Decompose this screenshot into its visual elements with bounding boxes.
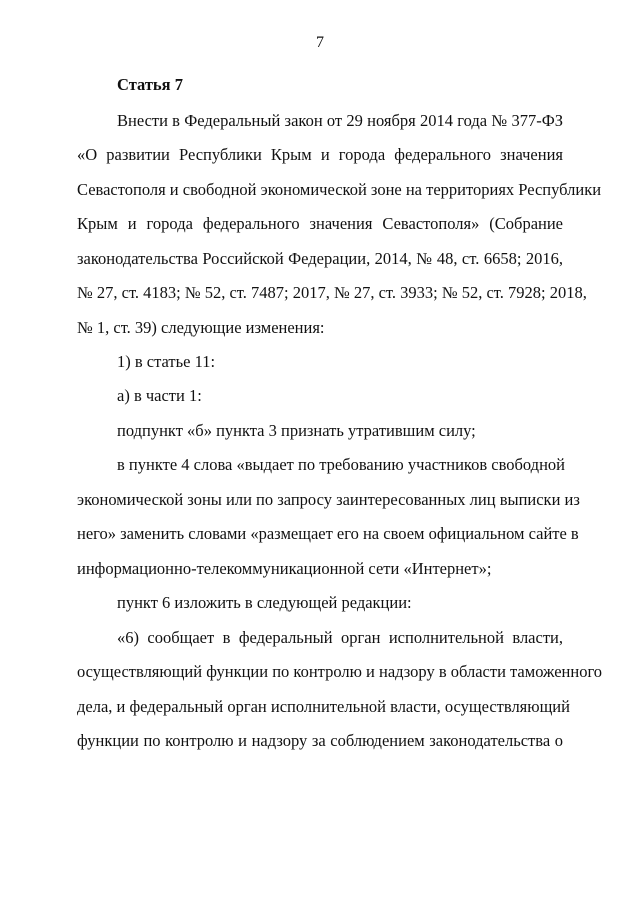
text-line: «6) сообщает в федеральный орган исполнительной власти,	[117, 628, 563, 647]
page-number: 7	[316, 34, 324, 51]
text-line: подпункт «б» пункта 3 признать утратившим силу;	[117, 421, 476, 440]
article-heading: Статья 7	[117, 75, 183, 94]
text-line: него» заменить словами «размещает его на своем официальном сайте в	[77, 524, 579, 543]
text-line: в пункте 4 слова «выдает по требованию участников свободной	[117, 455, 565, 474]
text-line: а) в части 1:	[117, 386, 202, 405]
text-line: 1) в статье 11:	[117, 352, 216, 371]
text-line: дела, и федеральный орган исполнительной власти, осуществляющий	[77, 697, 570, 716]
text-line: Внести в Федеральный закон от 29 ноября 2014 года № 377-ФЗ	[117, 111, 563, 130]
text-line: осуществляющий функции по контролю и надзору в области таможенного	[77, 662, 603, 681]
text-line: № 1, ст. 39) следующие изменения:	[77, 318, 325, 337]
text-line: функции по контролю и надзору за соблюдением законодательства о	[77, 731, 563, 750]
text-line: Крым и города федерального значения Севастополя» (Собрание	[77, 214, 563, 233]
text-line: Севастополя и свободной экономической зоне на территориях Республики	[77, 180, 602, 199]
text-line: законодательства Российской Федерации, 2014, № 48, ст. 6658; 2016,	[77, 249, 563, 268]
text-line: экономической зоны или по запросу заинтересованных лиц выписки из	[77, 490, 580, 509]
text-line: № 27, ст. 4183; № 52, ст. 7487; 2017, № 27, ст. 3933; № 52, ст. 7928; 2018,	[77, 283, 587, 302]
text-line: «О развитии Республики Крым и города федерального значения	[77, 145, 563, 164]
text-line: пункт 6 изложить в следующей редакции:	[117, 593, 412, 612]
text-line: информационно-телекоммуникационной сети «Интернет»;	[77, 559, 492, 578]
